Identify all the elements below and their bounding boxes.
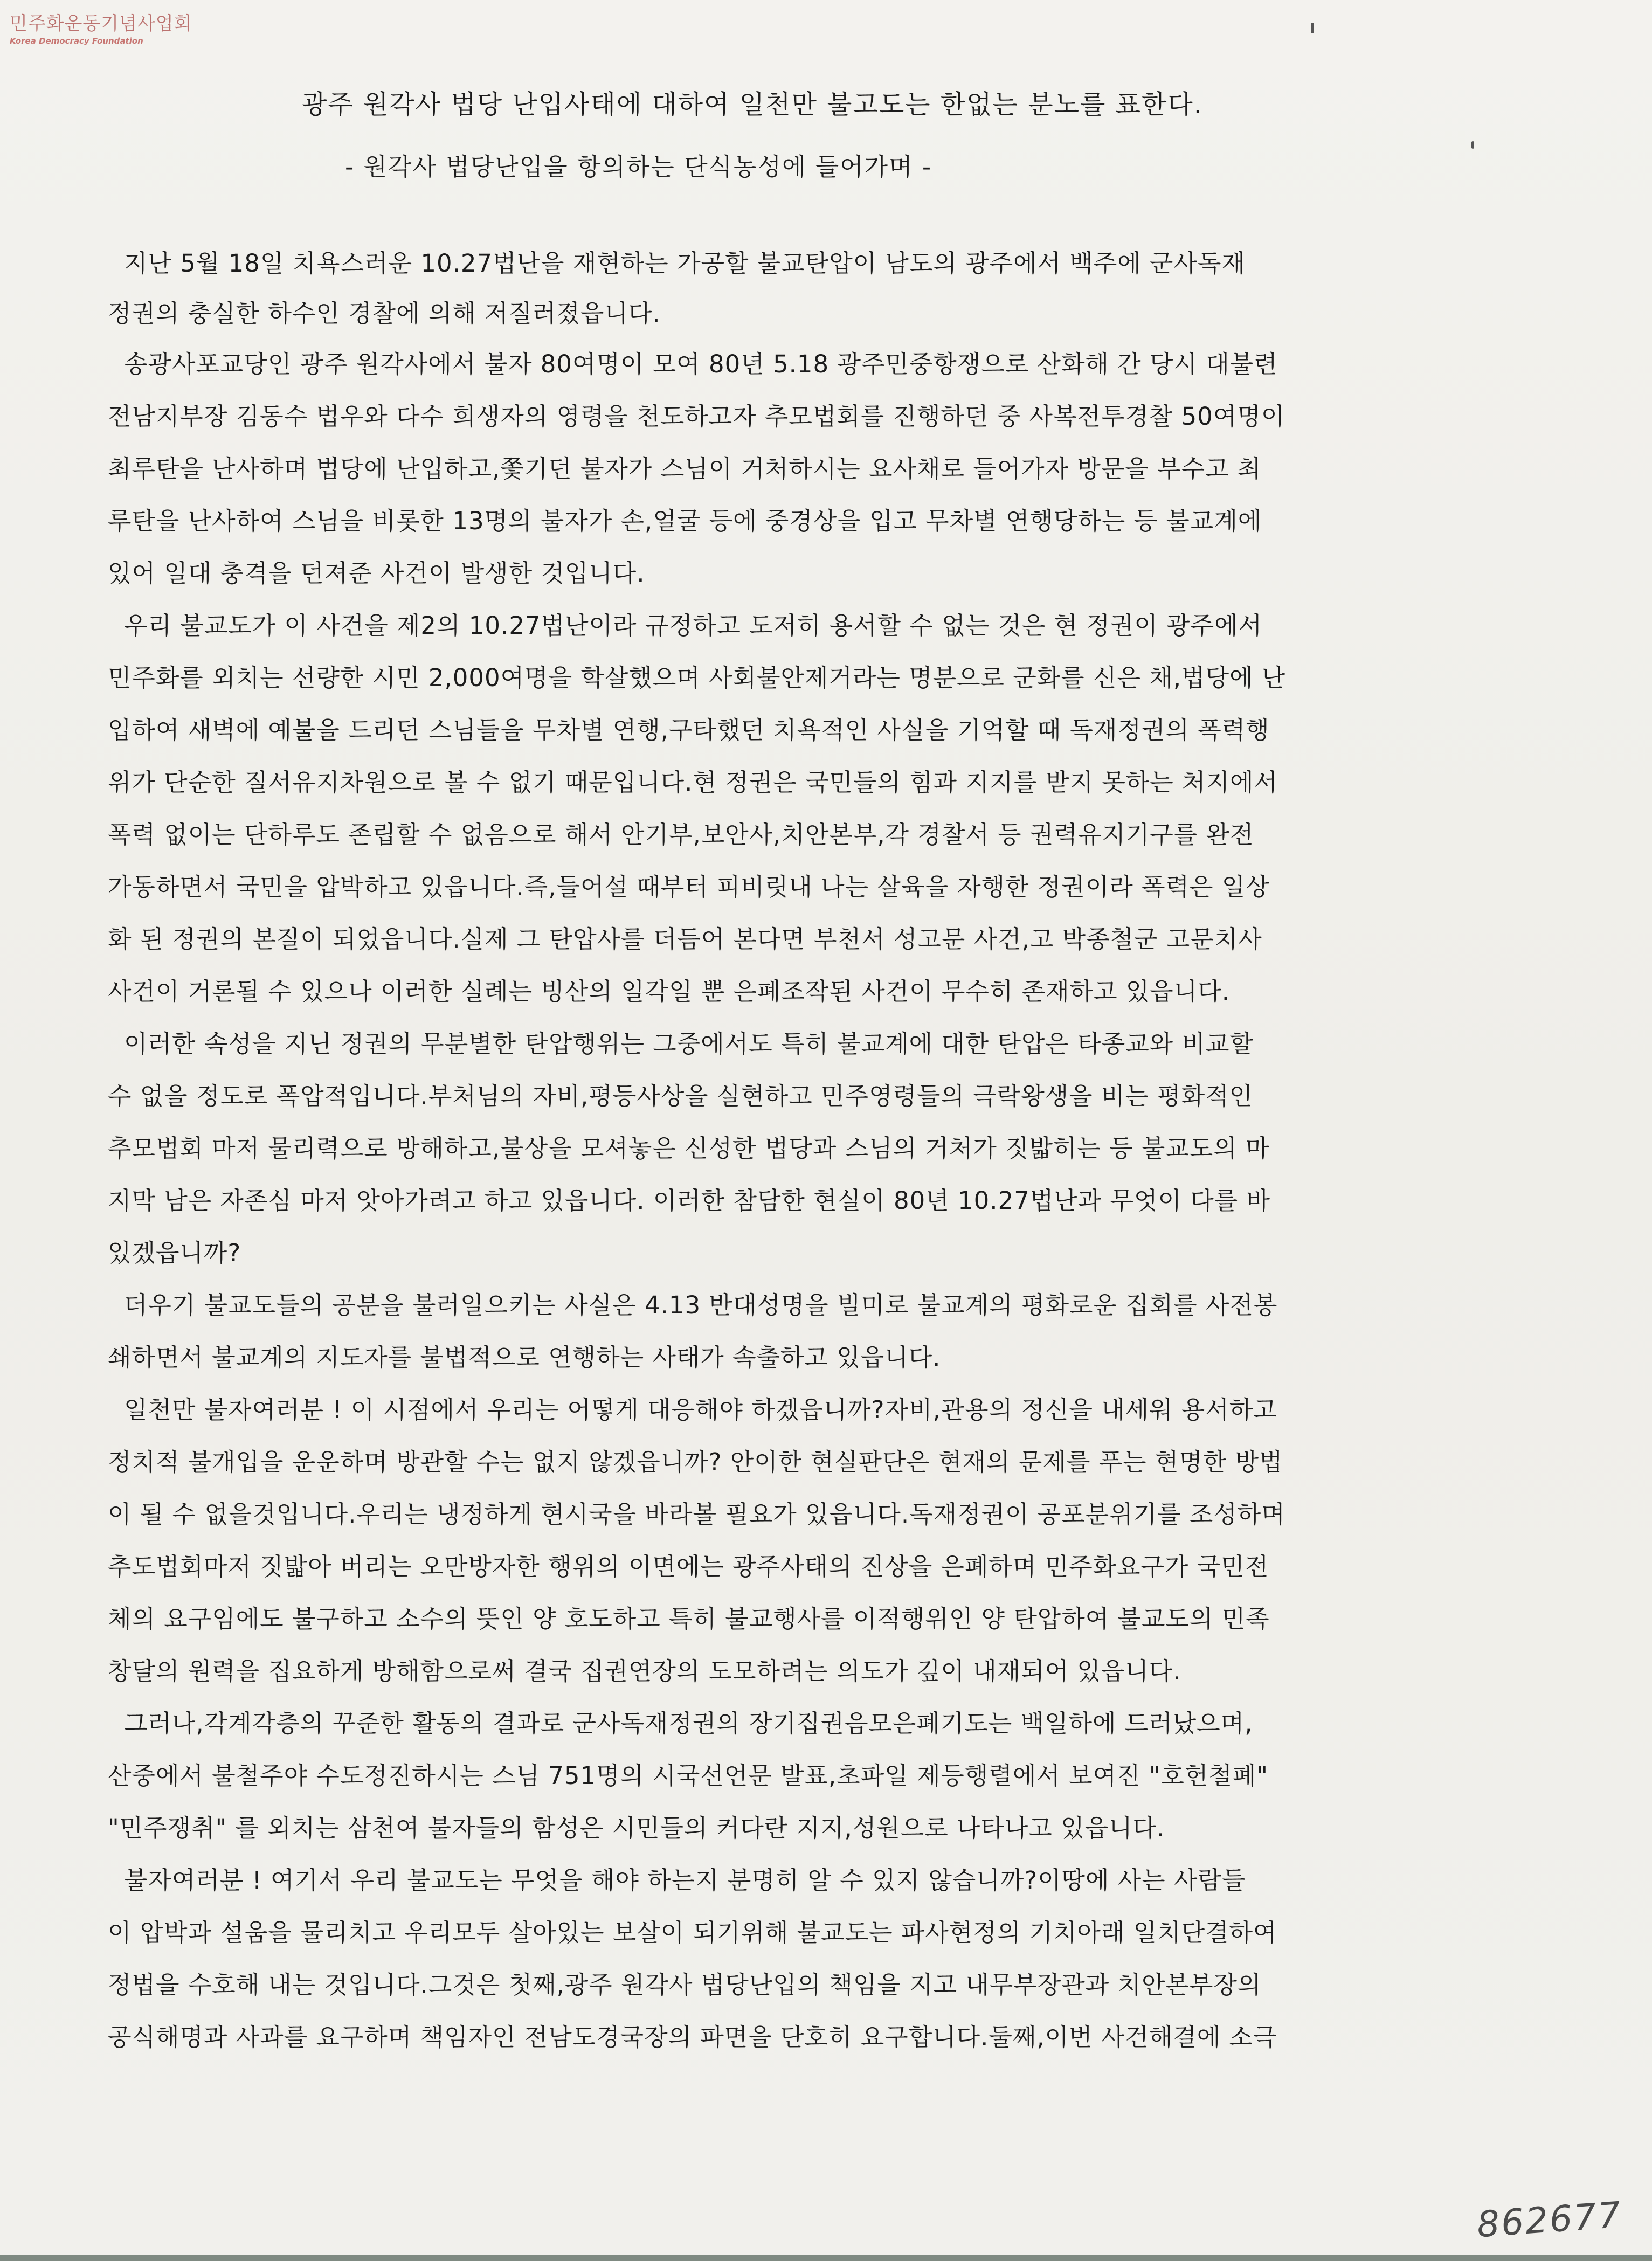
ink-dot bbox=[1311, 23, 1314, 33]
body-line: 위가 단순한 질서유지차원으로 볼 수 없기 때문입니다.현 정권은 국민들의 힘과 지지를 받지 못하는 처지에서 bbox=[108, 768, 1278, 797]
body-line: 정치적 불개입을 운운하며 방관할 수는 없지 않겠읍니까? 안이한 현실판단은 현재의 문제를 푸는 현명한 방법 bbox=[108, 1448, 1283, 1476]
body-line: 정권의 충실한 하수인 경찰에 의해 저질러졌읍니다. bbox=[108, 299, 661, 328]
watermark-korean: 민주화운동기념사업회 bbox=[10, 13, 192, 34]
body-line: 이 될 수 없을것입니다.우리는 냉정하게 현시국을 바라볼 필요가 있읍니다.독재정권이 공포분위기를 조성하며 bbox=[108, 1500, 1285, 1529]
body-line: 최루탄을 난사하며 법당에 난입하고,쫓기던 불자가 스님이 거처하시는 요사채로 들어가자 방문을 부수고 최 bbox=[108, 454, 1262, 483]
body-line: 산중에서 불철주야 수도정진하시는 스님 751명의 시국선언문 발표,초파일 제등행렬에서 보여진 "호헌철폐" bbox=[108, 1761, 1269, 1790]
document-title: 광주 원각사 법당 난입사태에 대하여 일천만 불고도는 한없는 분노를 표한다. bbox=[302, 89, 1203, 120]
body-line: 추모법회 마저 물리력으로 방해하고,불상을 모셔놓은 신성한 법당과 스님의 거처가 짓밟히는 등 불교도의 마 bbox=[108, 1134, 1270, 1163]
body-line: 루탄을 난사하여 스님을 비롯한 13명의 불자가 손,얼굴 등에 중경상을 입고 무차별 연행당하는 등 불교계에 bbox=[108, 507, 1262, 535]
body-line: 추도법회마저 짓밟아 버리는 오만방자한 행위의 이면에는 광주사태의 진상을 은폐하며 민주화요구가 국민전 bbox=[108, 1552, 1269, 1581]
body-line: 폭력 없이는 단하루도 존립할 수 없음으로 해서 안기부,보안사,치안본부,각 경찰서 등 권력유지기구를 완전 bbox=[108, 820, 1254, 849]
body-line: 입하여 새벽에 예불을 드리던 스님들을 무차별 연행,구타했던 치욕적인 사실을 기억할 때 독재정권의 폭력행 bbox=[108, 716, 1270, 744]
body-line: 지막 남은 자존심 마저 앗아가려고 하고 있읍니다. 이러한 참담한 현실이 80년 10.27법난과 무엇이 다를 바 bbox=[108, 1186, 1270, 1215]
body-line: 화 된 정권의 본질이 되었읍니다.실제 그 탄압사를 더듬어 본다면 부천서 성고문 사건,고 박종철군 고문치사 bbox=[108, 925, 1262, 953]
body-line: 불자여러분 ! 여기서 우리 불교도는 무엇을 해야 하는지 분명히 알 수 있지 않습니까?이땅에 사는 사람들 bbox=[124, 1866, 1246, 1894]
body-line: 체의 요구임에도 불구하고 소수의 뜻인 양 호도하고 특히 불교행사를 이적행위인 양 탄압하여 불교도의 민족 bbox=[108, 1605, 1270, 1633]
archive-number: 862677 bbox=[1475, 2194, 1624, 2246]
body-line: 쇄하면서 불교계의 지도자를 불법적으로 연행하는 사태가 속출하고 있읍니다. bbox=[108, 1343, 941, 1372]
body-line: 있겠읍니까? bbox=[108, 1239, 241, 1267]
ink-dot bbox=[1471, 141, 1474, 149]
body-line: 전남지부장 김동수 법우와 다수 희생자의 영령을 천도하고자 추모법회를 진행하던 중 사복전투경찰 50여명이 bbox=[108, 402, 1285, 431]
body-line: 창달의 원력을 집요하게 방해함으로써 결국 집권연장의 도모하려는 의도가 깊이 내재되어 있읍니다. bbox=[108, 1657, 1181, 1685]
body-line: 가동하면서 국민을 압박하고 있읍니다.즉,들어설 때부터 피비릿내 나는 살육을 자행한 정권이라 폭력은 일상 bbox=[108, 873, 1270, 901]
body-line: 공식해명과 사과를 요구하며 책임자인 전남도경국장의 파면을 단호히 요구합니다.둘째,이번 사건해결에 소극 bbox=[108, 2023, 1277, 2051]
scan-edge bbox=[0, 2255, 1652, 2261]
body-line: 지난 5월 18일 치욕스러운 10.27법난을 재현하는 가공할 불교탄압이 남도의 광주에서 백주에 군사독재 bbox=[124, 249, 1246, 278]
body-line: 더우기 불교도들의 공분을 불러일으키는 사실은 4.13 반대성명을 빌미로 불교계의 평화로운 집회를 사전봉 bbox=[124, 1291, 1278, 1319]
body-line: 사건이 거론될 수 있으나 이러한 실례는 빙산의 일각일 뿐 은폐조작된 사건이 무수히 존재하고 있읍니다. bbox=[108, 977, 1231, 1006]
body-line: 수 없을 정도로 폭압적입니다.부처님의 자비,평등사상을 실현하고 민주영령들의 극락왕생을 비는 평화적인 bbox=[108, 1082, 1254, 1110]
body-line: 이러한 속성을 지닌 정권의 무분별한 탄압행위는 그중에서도 특히 불교계에 대한 탄압은 타종교와 비교할 bbox=[124, 1029, 1254, 1058]
body-line: 이 압박과 설움을 물리치고 우리모두 살아있는 보살이 되기위해 불교도는 파사현정의 기치아래 일치단결하여 bbox=[108, 1918, 1277, 1947]
body-line: 있어 일대 충격을 던져준 사건이 발생한 것입니다. bbox=[108, 559, 645, 587]
body-line: 일천만 불자여러분 ! 이 시점에서 우리는 어떻게 대응해야 하겠읍니까?자비,관용의 정신을 내세워 용서하고 bbox=[124, 1395, 1277, 1424]
watermark-english: Korea Democracy Foundation bbox=[10, 36, 143, 46]
body-line: 우리 불교도가 이 사건을 제2의 10.27법난이라 규정하고 도저히 용서할 수 없는 것은 현 정권이 광주에서 bbox=[124, 611, 1263, 640]
archive-watermark bbox=[10, 9, 192, 46]
body-line: 정법을 수호해 내는 것입니다.그것은 첫째,광주 원각사 법당난입의 책임을 지고 내무부장관과 치안본부장의 bbox=[108, 1970, 1262, 1999]
document-subtitle: - 원각사 법당난입을 항의하는 단식농성에 들어가며 - bbox=[345, 153, 932, 181]
body-line: 그러나,각계각층의 꾸준한 활동의 결과로 군사독재정권의 장기집권음모은폐기도는 백일하에 드러났으며, bbox=[124, 1709, 1253, 1738]
body-line: "민주쟁취" 를 외치는 삼천여 불자들의 함성은 시민들의 커다란 지지,성원으로 나타나고 있읍니다. bbox=[108, 1814, 1165, 1842]
body-text bbox=[108, 237, 1531, 2063]
body-line: 송광사포교당인 광주 원각사에서 불자 80여명이 모여 80년 5.18 광주민중항쟁으로 산화해 간 당시 대불련 bbox=[124, 350, 1278, 378]
body-line: 민주화를 외치는 선량한 시민 2,000여명을 학살했으며 사회불안제거라는 명분으로 군화를 신은 채,법당에 난 bbox=[108, 663, 1286, 692]
